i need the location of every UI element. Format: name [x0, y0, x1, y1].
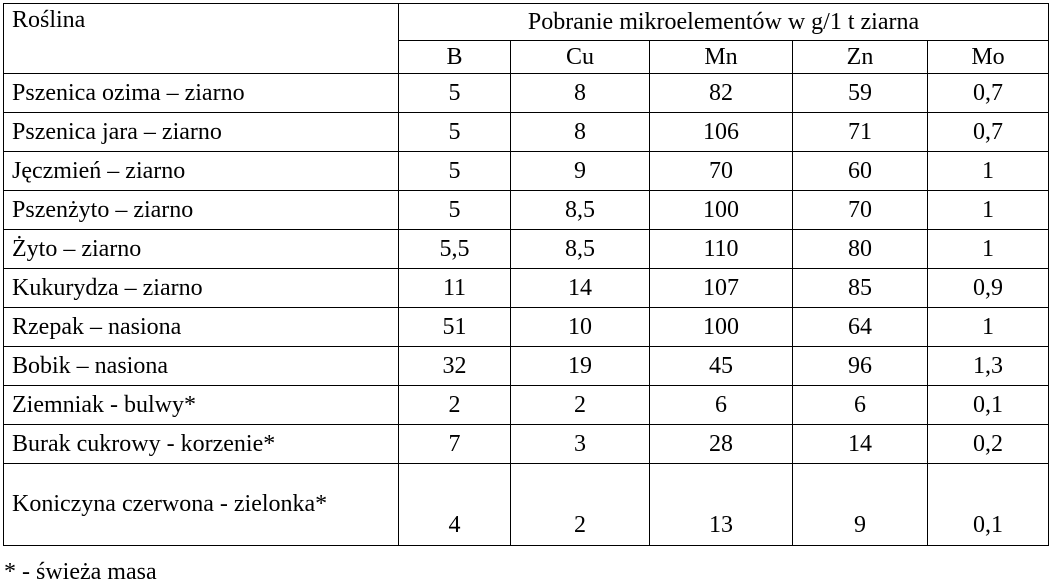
value-cu: 8 — [511, 113, 650, 152]
value-zn: 64 — [793, 308, 928, 347]
value-cu: 8,5 — [511, 191, 650, 230]
value-mo: 0,7 — [928, 113, 1049, 152]
value-mn: 13 — [650, 464, 793, 546]
plant-name: Koniczyna czerwona - zielonka* — [4, 464, 399, 546]
value-mo: 1 — [928, 152, 1049, 191]
value-b: 7 — [399, 425, 511, 464]
plant-name: Kukurydza – ziarno — [4, 269, 399, 308]
plant-name: Rzepak – nasiona — [4, 308, 399, 347]
value-mn: 110 — [650, 230, 793, 269]
value-cu: 8 — [511, 74, 650, 113]
plant-name: Ziemniak - bulwy* — [4, 386, 399, 425]
table-row — [4, 230, 1049, 269]
value-mn: 100 — [650, 308, 793, 347]
value-zn: 96 — [793, 347, 928, 386]
table-row — [4, 308, 1049, 347]
value-cu: 9 — [511, 152, 650, 191]
plant-name: Żyto – ziarno — [4, 230, 399, 269]
table-row — [4, 269, 1049, 308]
value-b: 5 — [399, 152, 511, 191]
table-row — [4, 347, 1049, 386]
column-header-cu: Cu — [511, 41, 650, 74]
value-mn: 107 — [650, 269, 793, 308]
column-header-mn: Mn — [650, 41, 793, 74]
value-b: 5 — [399, 113, 511, 152]
column-header-zn: Zn — [793, 41, 928, 74]
value-mn: 28 — [650, 425, 793, 464]
value-cu: 19 — [511, 347, 650, 386]
value-b: 4 — [399, 464, 511, 546]
value-zn: 60 — [793, 152, 928, 191]
plant-name: Pszenica jara – ziarno — [4, 113, 399, 152]
table-row — [4, 425, 1049, 464]
table-row — [4, 386, 1049, 425]
value-mo: 0,2 — [928, 425, 1049, 464]
value-cu: 3 — [511, 425, 650, 464]
table-row — [4, 152, 1049, 191]
table-row — [4, 464, 1049, 546]
value-mn: 100 — [650, 191, 793, 230]
value-zn: 85 — [793, 269, 928, 308]
value-zn: 6 — [793, 386, 928, 425]
value-cu: 2 — [511, 386, 650, 425]
value-cu: 10 — [511, 308, 650, 347]
micronutrient-uptake-table — [3, 3, 1049, 546]
value-b: 2 — [399, 386, 511, 425]
plant-name: Pszenica ozima – ziarno — [4, 74, 399, 113]
value-mn: 82 — [650, 74, 793, 113]
value-b: 51 — [399, 308, 511, 347]
column-header-mo: Mo — [928, 41, 1049, 74]
table-row — [4, 74, 1049, 113]
plant-name: Bobik – nasiona — [4, 347, 399, 386]
value-mn: 6 — [650, 386, 793, 425]
value-b: 32 — [399, 347, 511, 386]
value-mo: 1 — [928, 230, 1049, 269]
header-uptake-group: Pobranie mikroelementów w g/1 t ziarna — [399, 4, 1049, 41]
value-mo: 0,1 — [928, 386, 1049, 425]
value-b: 5 — [399, 74, 511, 113]
footnote: * - świeża masa — [4, 559, 157, 585]
table-row — [4, 113, 1049, 152]
value-mo: 0,1 — [928, 464, 1049, 546]
column-header-b: B — [399, 41, 511, 74]
value-zn: 59 — [793, 74, 928, 113]
value-mo: 1 — [928, 308, 1049, 347]
value-b: 5 — [399, 191, 511, 230]
value-mn: 70 — [650, 152, 793, 191]
value-b: 11 — [399, 269, 511, 308]
value-zn: 80 — [793, 230, 928, 269]
value-mo: 1 — [928, 191, 1049, 230]
value-mo: 0,9 — [928, 269, 1049, 308]
header-plant: Roślina — [4, 4, 399, 74]
value-b: 5,5 — [399, 230, 511, 269]
value-cu: 8,5 — [511, 230, 650, 269]
plant-name: Pszenżyto – ziarno — [4, 191, 399, 230]
value-mo: 0,7 — [928, 74, 1049, 113]
plant-name: Burak cukrowy - korzenie* — [4, 425, 399, 464]
value-cu: 2 — [511, 464, 650, 546]
value-zn: 71 — [793, 113, 928, 152]
value-mn: 45 — [650, 347, 793, 386]
value-cu: 14 — [511, 269, 650, 308]
value-zn: 9 — [793, 464, 928, 546]
value-zn: 14 — [793, 425, 928, 464]
table-row — [4, 191, 1049, 230]
value-mn: 106 — [650, 113, 793, 152]
plant-name: Jęczmień – ziarno — [4, 152, 399, 191]
value-zn: 70 — [793, 191, 928, 230]
value-mo: 1,3 — [928, 347, 1049, 386]
header-row — [4, 4, 1049, 41]
